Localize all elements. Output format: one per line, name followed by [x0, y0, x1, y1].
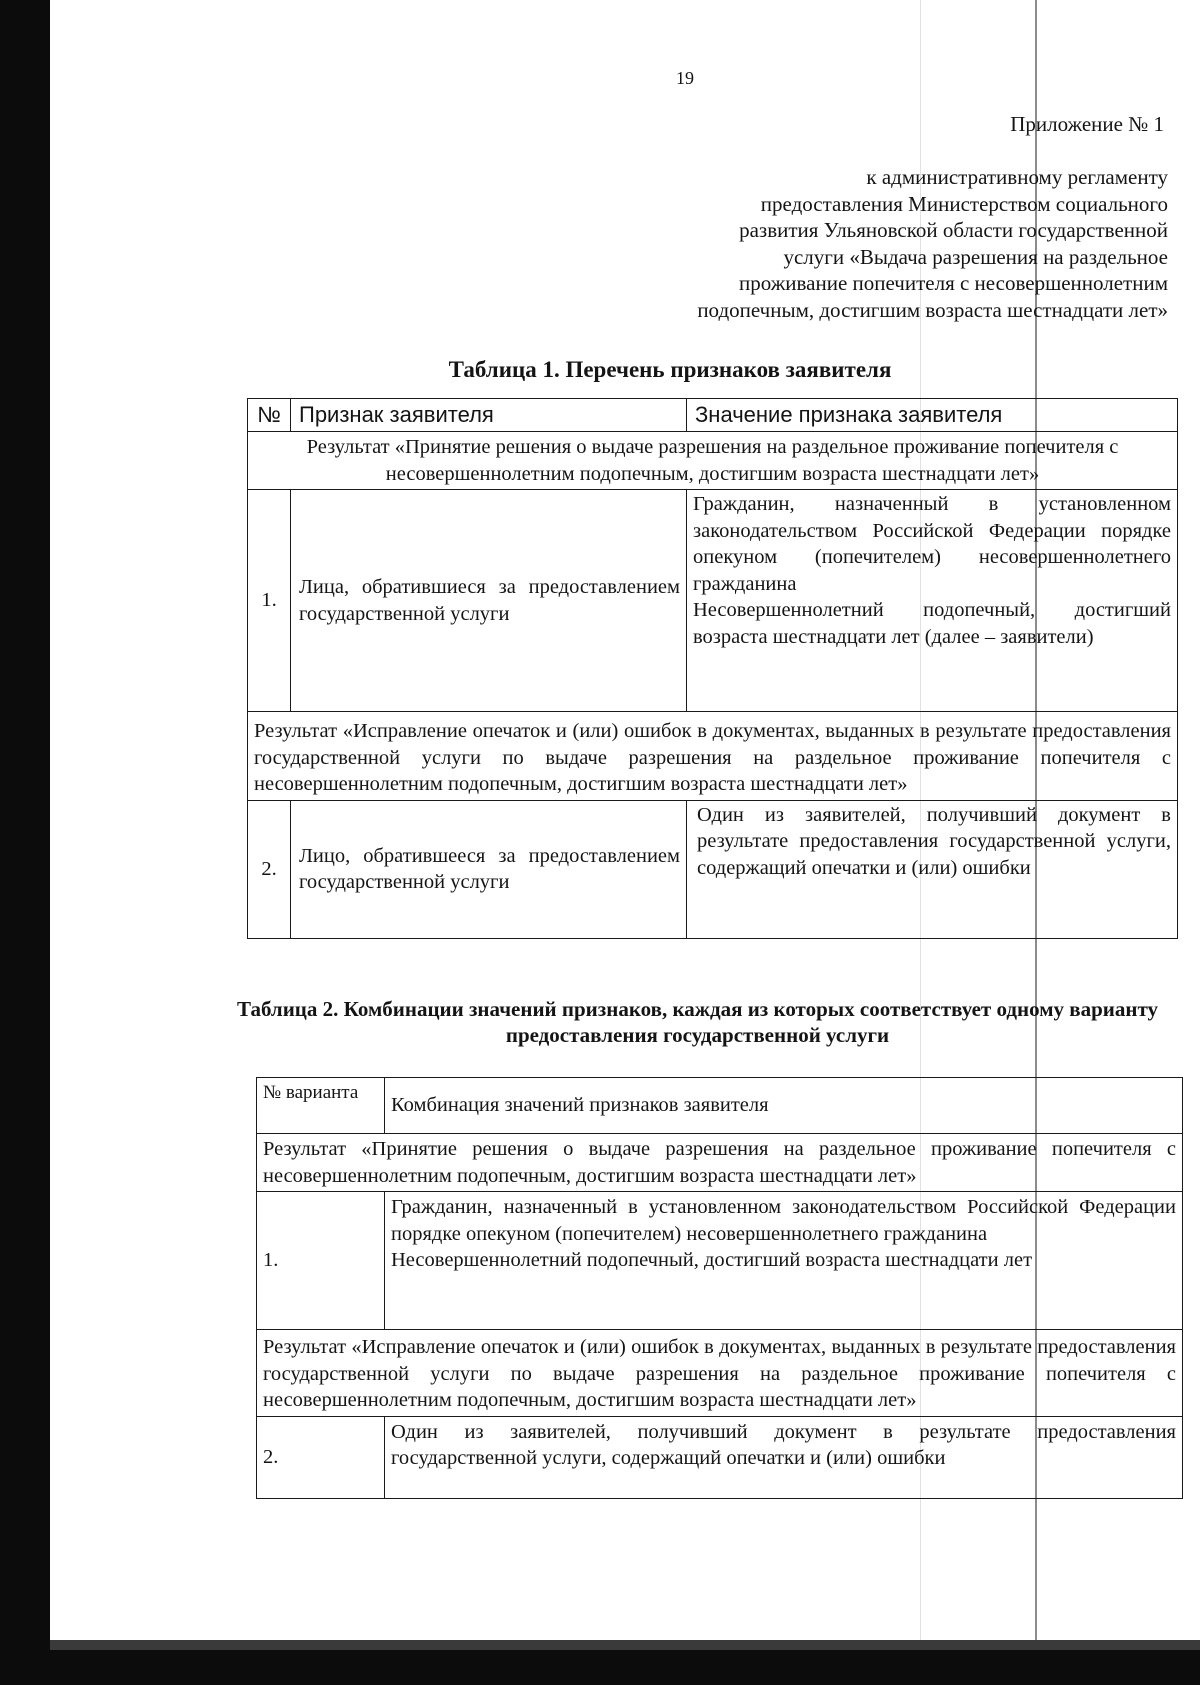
- table1-row-feature: Лицо, обратившееся за предоставлением государственной услуги: [291, 800, 687, 938]
- table2-title: Таблица 2. Комбинации значений признаков, каждая из которых соответствует одному варианту предоставления государственной услуги: [236, 997, 1159, 1047]
- table1-value-line: Один из заявителей, получивший документ в результате предоставления государственной услуги, содержащий опечатки и (или) ошибки: [697, 803, 1171, 879]
- table1-row-value: [687, 800, 1178, 938]
- scan-bottom-strip: [50, 1640, 1200, 1650]
- appendix-subtitle: [528, 164, 1168, 323]
- table1-header-feature: Признак заявителя: [291, 399, 687, 432]
- table-row: [257, 1416, 1183, 1498]
- table1-header-row: [248, 399, 1178, 432]
- appendix-subtitle-line: подопечным, достигшим возраста шестнадцати лет»: [697, 297, 1168, 322]
- table-row: [248, 800, 1178, 938]
- table1-value-line: Гражданин, назначенный в установленном законодательством Российской Федерации порядке опекуном (попечителем) несовершеннолетнего гражданина: [693, 493, 1171, 595]
- table1-row-value: [687, 490, 1178, 712]
- table2-row-value: [385, 1416, 1183, 1498]
- table-row: [257, 1192, 1183, 1330]
- table2-result-row: [257, 1134, 1183, 1192]
- table1: [247, 398, 1178, 939]
- table2-row-num: 1.: [257, 1192, 385, 1330]
- table2-header-row: [257, 1078, 1183, 1134]
- table1-value-line: Несовершеннолетний подопечный, достигший возраста шестнадцати лет (далее – заявители): [693, 599, 1171, 648]
- table1-result-2: Результат «Исправление опечаток и (или) ошибок в документах, выданных в результате предоставления государственной услуги по выдаче разрешения на раздельное проживание попечителя с несовершеннолетним подопечным, достигшим возраста шестнадцати лет»: [248, 712, 1178, 801]
- table2-value-line: Гражданин, назначенный в установленном законодательством Российской Федерации порядке опекуном (попечителем) несовершеннолетнего гражданина: [391, 1196, 1176, 1245]
- appendix-subtitle-line: услуги «Выдача разрешения на раздельное: [783, 244, 1168, 269]
- appendix-subtitle-line: развития Ульяновской области государственной: [739, 218, 1168, 242]
- table2: [256, 1077, 1183, 1499]
- page-number: 19: [676, 68, 694, 88]
- table1-title: Таблица 1. Перечень признаков заявителя: [448, 357, 892, 382]
- table2-result-2: Результат «Исправление опечаток и (или) ошибок в документах, выданных в результате предоставления государственной услуги по выдаче разрешения на раздельное проживание попечителя с несовершеннолетним подопечным, достигшим возраста шестнадцати лет»: [257, 1330, 1183, 1417]
- table1-row-num: 2.: [248, 800, 291, 938]
- appendix-subtitle-line: к административному регламенту: [866, 165, 1168, 189]
- table2-result-1: Результат «Принятие решения о выдаче разрешения на раздельное проживание попечителя с несовершеннолетним подопечным, достигшим возраста шестнадцати лет»: [257, 1134, 1183, 1192]
- table-row: [248, 490, 1178, 712]
- table1-result-row: [248, 712, 1178, 801]
- appendix-subtitle-line: проживание попечителя с несовершеннолетним: [739, 271, 1168, 295]
- table2-row-num: 2.: [257, 1416, 385, 1498]
- table2-row-value: [385, 1192, 1183, 1330]
- table2-value-line: Несовершеннолетний подопечный, достигший возраста шестнадцати лет: [391, 1249, 1033, 1271]
- table2-header-value: Комбинация значений признаков заявителя: [385, 1078, 1183, 1134]
- table2-header-num: № варианта: [257, 1078, 385, 1134]
- table1-header-num: №: [248, 399, 291, 432]
- table1-row-feature: Лица, обратившиеся за предоставлением государственной услуги: [291, 490, 687, 712]
- table1-result-1: Результат «Принятие решения о выдаче разрешения на раздельное проживание попечителя с несовершеннолетним подопечным, достигшим возраста шестнадцати лет»: [248, 432, 1178, 490]
- scan-left-border: [0, 0, 50, 1685]
- table2-result-row: [257, 1330, 1183, 1417]
- table2-value-line: Один из заявителей, получивший документ в результате предоставления государственной услуги, содержащий опечатки и (или) ошибки: [391, 1420, 1176, 1469]
- table1-result-row: [248, 432, 1178, 490]
- scan-bottom-border: [0, 1650, 1200, 1685]
- table1-header-value: Значение признака заявителя: [687, 399, 1178, 432]
- appendix-title: Приложение № 1: [1010, 112, 1164, 136]
- table1-row-num: 1.: [248, 490, 291, 712]
- appendix-subtitle-line: предоставления Министерством социального: [760, 191, 1168, 216]
